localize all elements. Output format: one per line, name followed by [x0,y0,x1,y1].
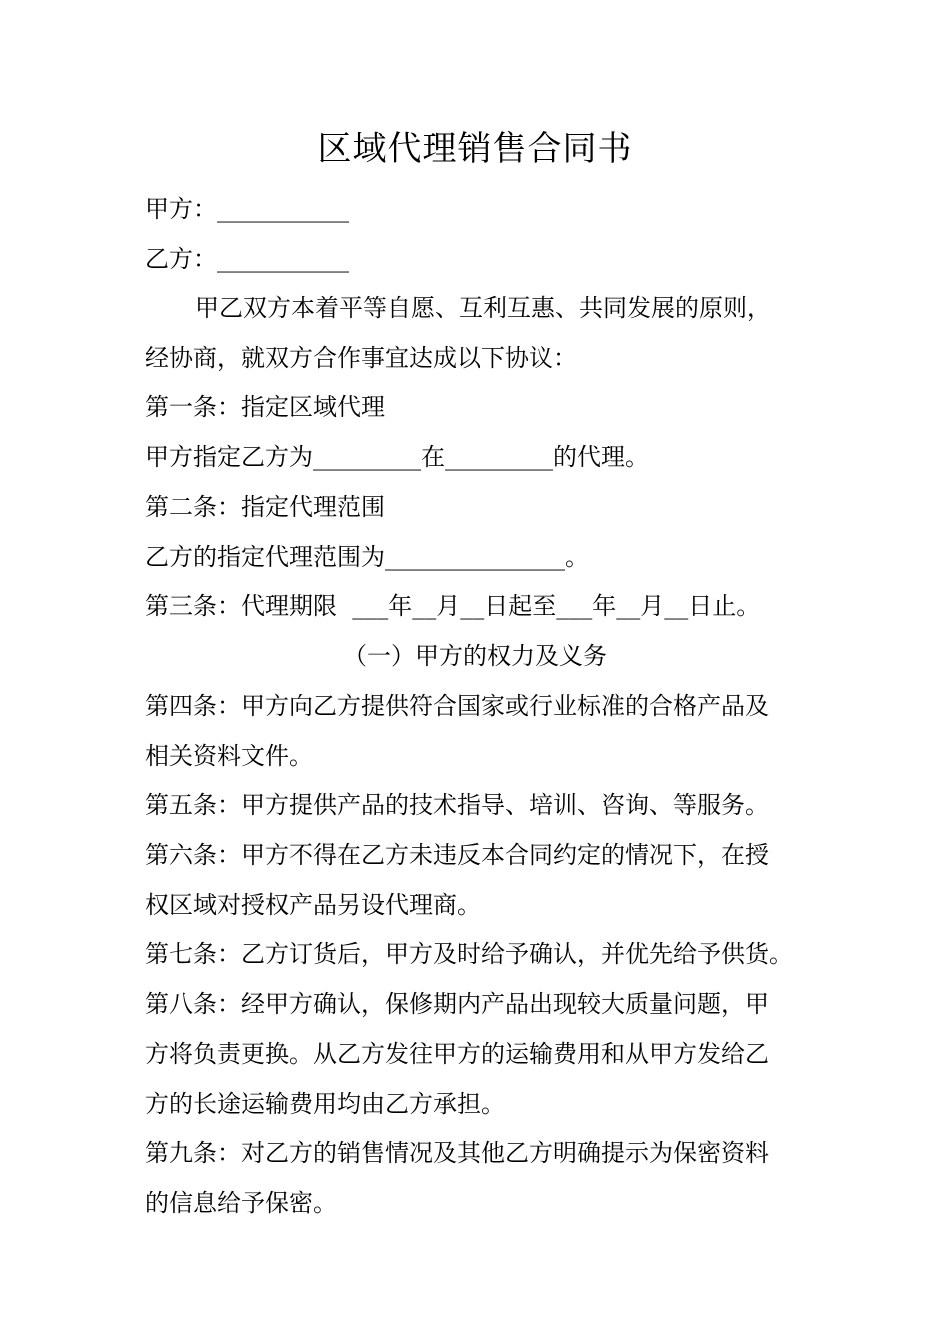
section-1-heading: （一）甲方的权力及义务 [343,642,607,670]
article-6-line-1: 第六条：甲方不得在乙方未违反本合同约定的情况下，在授 [145,841,769,869]
article-1-heading: 第一条：指定区域代理 [145,393,385,421]
document-title: 区域代理销售合同书 [317,129,633,169]
article-9-line-1: 第九条：对乙方的销售情况及其他乙方明确提示为保密资料 [145,1139,769,1167]
article-5: 第五条：甲方提供产品的技术指导、培训、咨询、等服务。 [145,791,769,819]
article-7: 第七条：乙方订货后，甲方及时给予确认，并优先给予供货。 [145,940,793,968]
article-2-body: 乙方的指定代理范围为_______________。 [145,543,589,571]
article-4-line-1: 第四条：甲方向乙方提供符合国家或行业标准的合格产品及 [145,692,769,720]
preamble-line-1: 甲乙双方本着平等自愿、互利互惠、共同发展的原则， [195,294,771,322]
article-9-line-2: 的信息给予保密。 [145,1189,337,1217]
article-8-line-1: 第八条：经甲方确认，保修期内产品出现较大质量问题，甲 [145,990,769,1018]
party-a-field: 甲方：___________ [145,195,349,223]
article-6-line-2: 权区域对授权产品另设代理商。 [145,891,481,919]
article-3: 第三条：代理期限 ___年__月__日起至___年__月__日止。 [145,592,761,620]
party-b-field: 乙方：___________ [145,245,349,273]
article-1-body: 甲方指定乙方为_________在_________的代理。 [145,443,649,471]
preamble-line-2: 经协商，就双方合作事宜达成以下协议： [145,344,577,372]
article-4-line-2: 相关资料文件。 [145,742,313,770]
article-8-line-2: 方将负责更换。从乙方发往甲方的运输费用和从甲方发给乙 [145,1040,769,1068]
article-2-heading: 第二条：指定代理范围 [145,493,385,521]
article-8-line-3: 方的长途运输费用均由乙方承担。 [145,1090,505,1118]
